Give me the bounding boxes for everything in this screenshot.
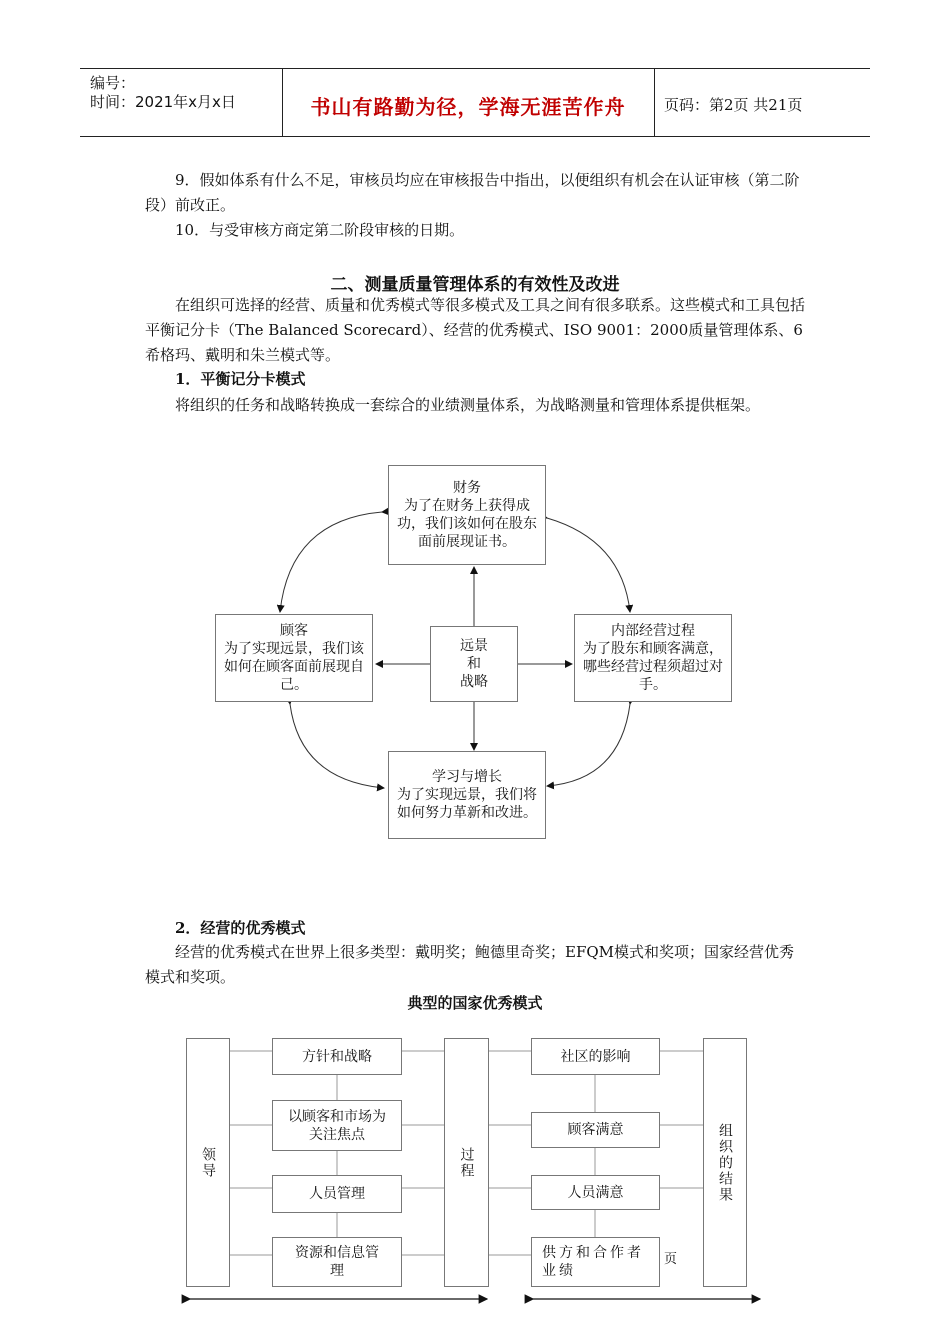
doc-number-label: 编号： xyxy=(90,74,136,92)
section-title: 二、测量质量管理体系的有效性及改进 xyxy=(330,275,620,295)
stray-page-mark: 页 xyxy=(664,1252,678,1267)
people-management-box: 人员管理 xyxy=(272,1175,402,1213)
process-box xyxy=(444,1038,489,1287)
customer-satisfaction-box: 顾客满意 xyxy=(531,1112,660,1148)
page-number: 页码：第2页 共21页 xyxy=(664,96,803,114)
bsc-vision-box: 远景 和 战略 xyxy=(430,626,518,702)
org-results-box xyxy=(703,1038,747,1287)
business-excellence-text: 经营的优秀模式在世界上很多类型：戴明奖；鲍德里奇奖；EFQM模式和奖项；国家经营优秀模式和奖项。 xyxy=(145,943,795,986)
customer-focus-box: 以顾客和市场为关注焦点 xyxy=(272,1100,402,1151)
paragraph-item-9: 9．假如体系有什么不足，审核员均应在审核报告中指出，以便组织有机会在认证审核（第二阶段）前改正。 xyxy=(145,171,800,214)
bsc-customer-box: 顾客 为了实现远景，我们该如何在顾客面前展现自己。 xyxy=(215,614,373,702)
people-satisfaction-box: 人员满意 xyxy=(531,1175,660,1210)
bsc-internal-box: 内部经营过程 为了股东和顾客满意，哪些经营过程须超过对手。 xyxy=(574,614,732,702)
supplier-partner-box: 供方和合作者业绩 xyxy=(531,1237,660,1287)
excellence-diagram-title: 典型的国家优秀模式 xyxy=(407,994,543,1012)
header-motto: 书山有路勤为径，学海无涯苦作舟 xyxy=(310,95,626,119)
bsc-finance-box: 财务 为了在财务上获得成功，我们该如何在股东面前展现证书。 xyxy=(388,465,546,565)
leadership-label: 领导 xyxy=(200,1146,216,1179)
process-label: 过程 xyxy=(458,1146,475,1179)
resources-info-box: 资源和信息管理 xyxy=(272,1237,402,1287)
policy-strategy-box: 方针和战略 xyxy=(272,1038,402,1075)
intro-paragraph: 在组织可选择的经营、质量和优秀模式等很多模式及工具之间有很多联系。这些模式和工具包括平衡记分卡（The Balanced Scorecard）、经营的优秀模式、ISO 9001：2000质量管理体系、6希格玛、戴明和朱兰模式等。 xyxy=(145,296,806,364)
paragraph-item-10: 10．与受审核方商定第二阶段审核的日期。 xyxy=(175,221,465,239)
doc-date: 时间：2021年x月x日 xyxy=(90,93,236,111)
subheading-balanced-scorecard: 1．平衡记分卡模式 xyxy=(175,370,306,388)
org-results-label: 组织的结果 xyxy=(717,1122,733,1203)
balanced-scorecard-text: 将组织的任务和战略转换成一套综合的业绩测量体系，为战略测量和管理体系提供框架。 xyxy=(175,396,761,414)
bsc-learning-box: 学习与增长 为了实现远景，我们将如何努力革新和改进。 xyxy=(388,751,546,839)
leadership-box xyxy=(186,1038,230,1287)
subheading-business-excellence: 2．经营的优秀模式 xyxy=(175,919,306,937)
community-impact-box: 社区的影响 xyxy=(531,1038,660,1075)
